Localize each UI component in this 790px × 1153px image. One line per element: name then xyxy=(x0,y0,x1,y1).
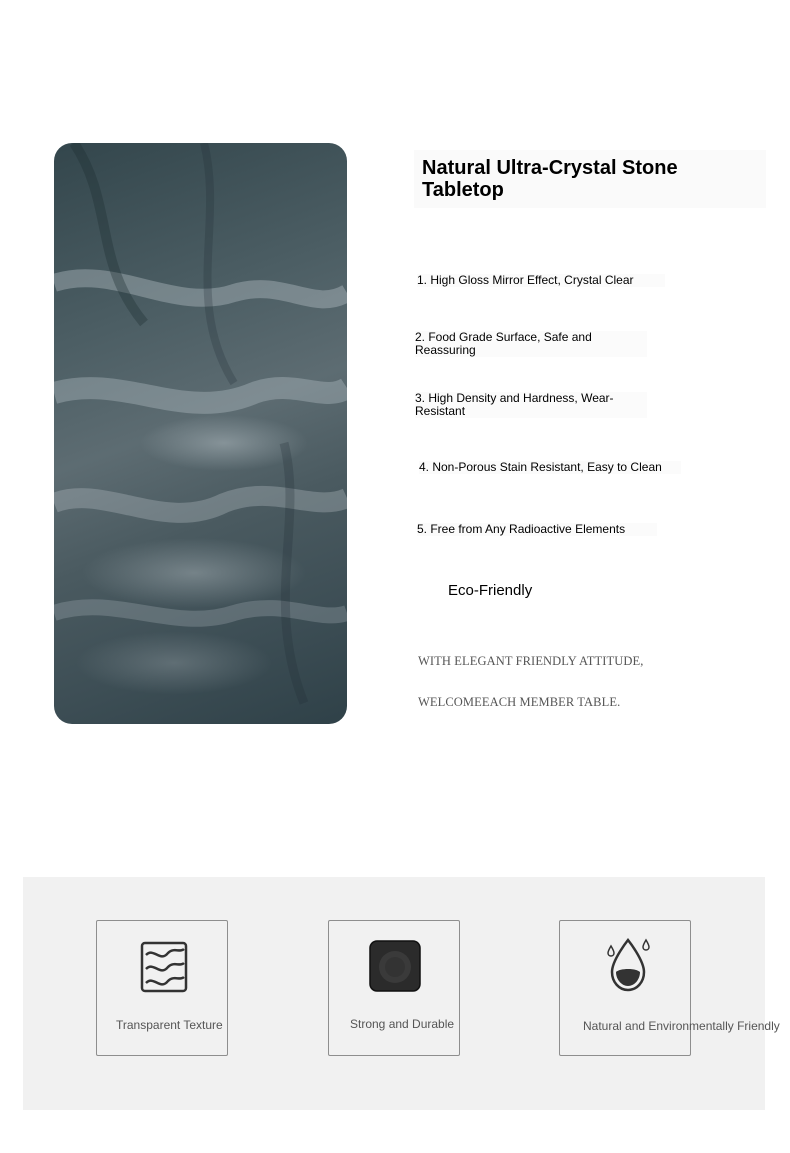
stone-block-icon xyxy=(369,940,421,997)
marble-veins-graphic xyxy=(54,143,347,724)
slogan-line-1: WITH ELEGANT FRIENDLY ATTITUDE, xyxy=(418,654,644,668)
feature-item-4: 4. Non-Porous Stain Resistant, Easy to Clean xyxy=(419,461,681,474)
stone-tabletop-image xyxy=(54,143,347,724)
eco-friendly-label: Eco-Friendly xyxy=(448,582,533,599)
card-label-eco: Natural and Environmentally Friendly xyxy=(583,1019,780,1033)
product-title: Natural Ultra-Crystal Stone Tabletop xyxy=(422,157,678,201)
feature-item-2: 2. Food Grade Surface, Safe and Reassuring xyxy=(415,331,647,357)
slogan-line-2: WELCOMEEACH MEMBER TABLE. xyxy=(418,695,621,709)
feature-item-5: 5. Free from Any Radioactive Elements xyxy=(417,523,657,536)
feature-item-3: 3. High Density and Hardness, Wear-Resistant xyxy=(415,392,647,418)
wavy-layers-icon xyxy=(140,941,188,998)
water-drop-icon xyxy=(606,936,654,999)
card-label-transparent: Transparent Texture xyxy=(116,1018,223,1032)
card-label-durable: Strong and Durable xyxy=(350,1017,455,1031)
feature-item-1: 1. High Gloss Mirror Effect, Crystal Clear xyxy=(417,274,665,287)
